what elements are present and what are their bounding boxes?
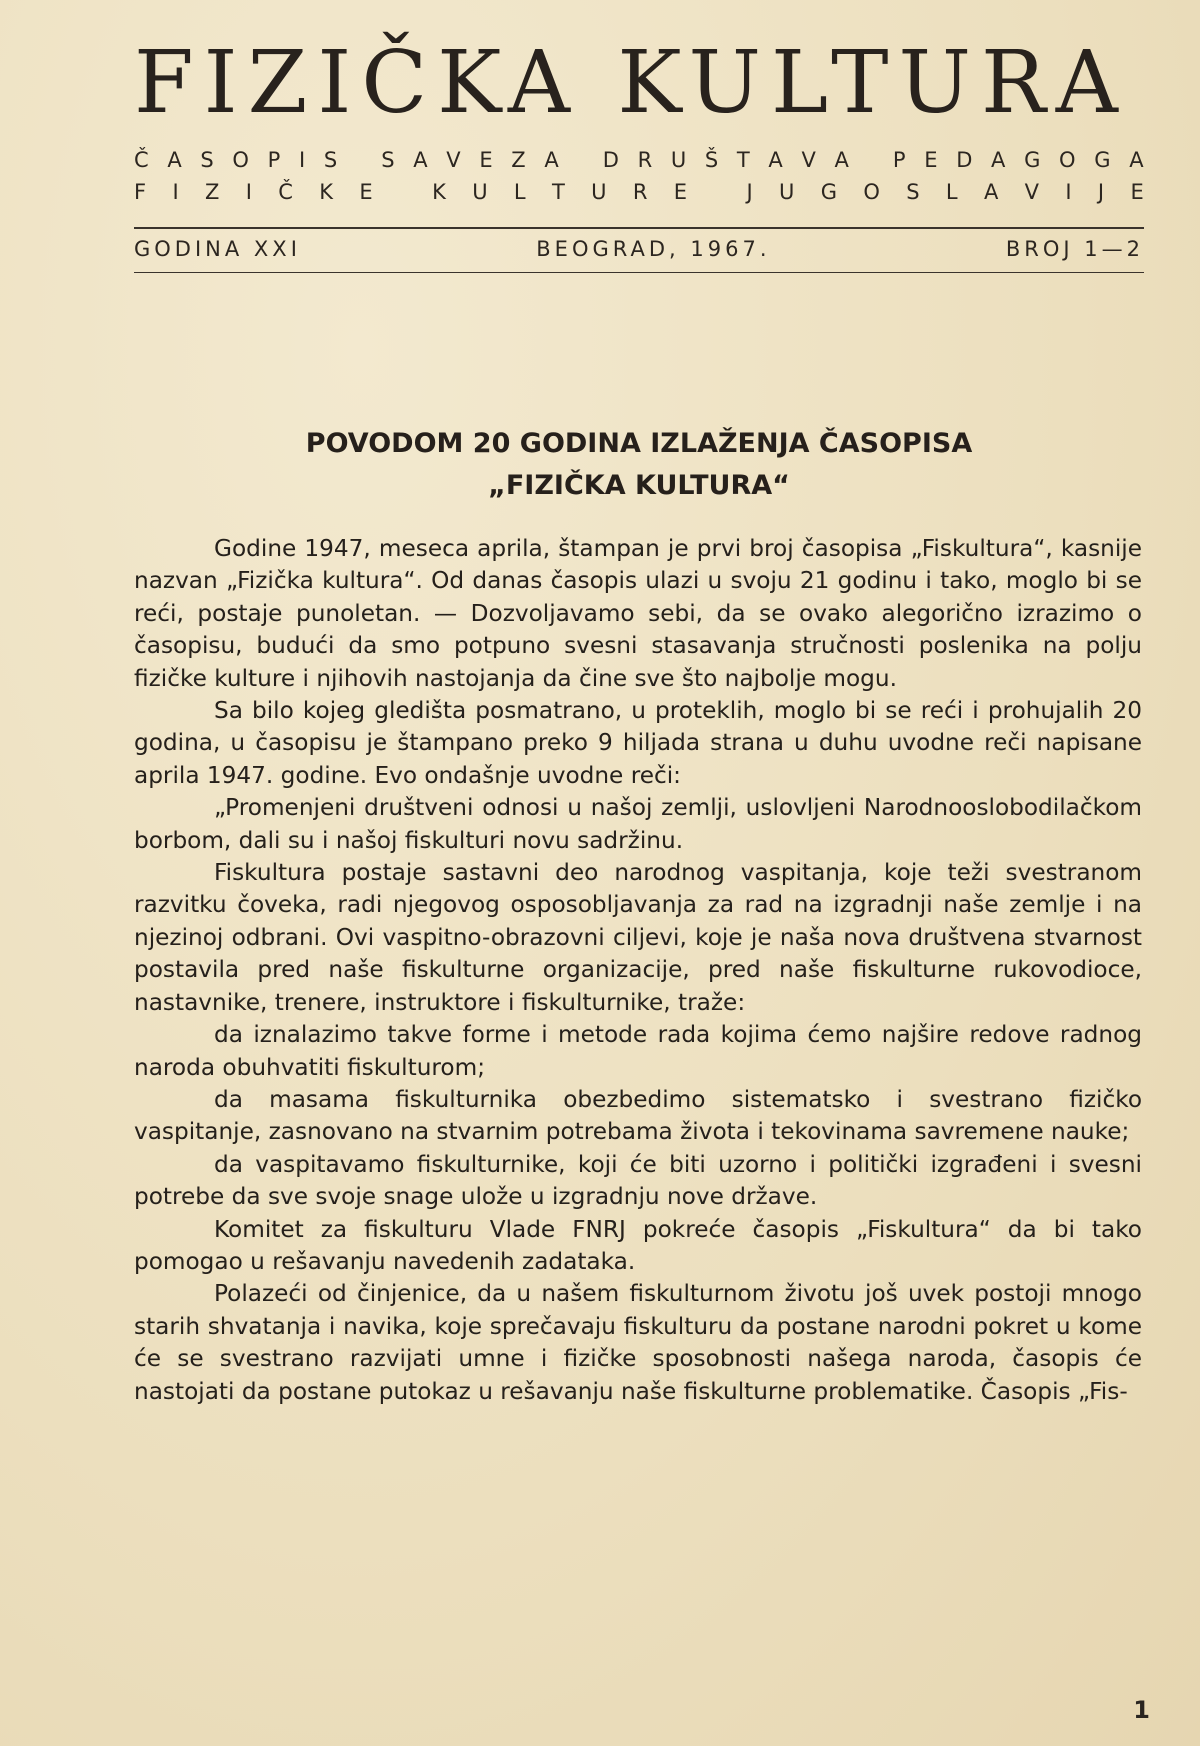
subtitle-letter: A (1129, 148, 1144, 172)
place-date: BEOGRAD, 1967. (536, 237, 771, 261)
page-number: 1 (1133, 1696, 1150, 1724)
subtitle-letter (356, 148, 363, 172)
subtitle-letter: U (472, 180, 488, 204)
subtitle-letter: R (632, 180, 648, 204)
paragraph: Komitet za fiskulturu Vlade FNRJ pokreće časopis „Fiskultura“ da bi tako pomogao u rešavanju navedenih zadataka. (134, 1215, 1142, 1275)
journal-title: FIZIČKA KULTURA (134, 33, 1128, 133)
subtitle-letter: T (551, 180, 565, 204)
subtitle-letter: U (591, 180, 607, 204)
subtitle-letter: P (892, 148, 906, 172)
subtitle-letter: T (736, 148, 750, 172)
subtitle-letter (577, 148, 584, 172)
paragraph: da masama fiskulturnika obezbedimo sistematsko i svestrano fizičko vaspitanje, zasnovano na stvarnim potrebama života i tekovinama savremene nauke; (134, 1085, 1142, 1146)
subtitle-letter: O (863, 180, 880, 204)
journal-subtitle-line1 (134, 148, 1144, 172)
subtitle-letter: V (801, 148, 816, 172)
subtitle-letter: F (134, 180, 147, 204)
paragraph: Polazeći od činjenice, da u našem fiskulturnom životu još uvek postoji mnogo starih shvatanja i navika, koje sprečavaju fiskulturu da postane narodni pokret u kome će se svestrano razvijati umne i fizičke sposobnosti našega naroda, časopis će nastojati da postane putokaz u rešavanju naše fiskulturne problematike. Časopis „Fis- (134, 1280, 1142, 1405)
subtitle-letter: J (746, 180, 753, 204)
subtitle-letter: A (768, 148, 783, 172)
subtitle-letter: L (945, 180, 958, 204)
paragraph: da iznalazimo takve forme i metode rada kojima ćemo najšire redove radnog naroda obuhvatiti fiskulturom; (134, 1021, 1142, 1081)
subtitle-letter: Z (204, 180, 220, 204)
subtitle-letter: U (778, 180, 795, 204)
subtitle-letter: O (232, 148, 249, 172)
subtitle-letter: P (267, 148, 281, 172)
header-rule-bottom (134, 272, 1144, 273)
paragraph: Godine 1947, meseca aprila, štampan je prvi broj časopisa „Fiskultura“, kasnije nazvan „Fizička kultura“. Od danas časopis ulazi u svoju 21 godinu i tako, moglo bi se reći, postaje punoletan. — Dozvoljavamo sebi, da se ovako alegorično izrazimo o časopisu, budući da smo potpuno svesni stasavanja stručnosti poslenika na polju fizičke kulture i njihovih nastojanja da čine sve što najbolje mogu. (134, 535, 1142, 692)
subtitle-letter: O (1059, 148, 1076, 172)
subtitle-letter: A (983, 180, 999, 204)
article-body (134, 533, 1142, 1408)
subtitle-letter: A (544, 148, 559, 172)
subtitle-letter: K (432, 180, 446, 204)
subtitle-letter: E (673, 180, 688, 204)
paragraph: „Promenjeni društveni odnosi u našoj zemlji, uslovljeni Narodnooslobodilačkom borbom, dali su i našoj fiskulturi novu sadržinu. (134, 794, 1142, 854)
subtitle-letter: A (167, 148, 182, 172)
issue-info (134, 237, 1144, 261)
subtitle-letter: D (956, 148, 973, 172)
paragraph: da vaspitavamo fiskulturnike, koji će biti uzorno i politički izgrađeni i svesni potrebe da sve svoje snage ulože u izgradnju nove države. (134, 1150, 1142, 1211)
issue-number: BROJ 1—2 (1005, 237, 1144, 261)
subtitle-letter: J (1097, 180, 1105, 204)
subtitle-letter: V (1024, 180, 1040, 204)
article-title-line1: POVODOM 20 GODINA IZLAŽENJA ČASOPISA (305, 428, 973, 459)
subtitle-letter: L (513, 180, 526, 204)
subtitle-letter: I (298, 148, 306, 172)
subtitle-letter (399, 180, 406, 204)
subtitle-letter: A (991, 148, 1006, 172)
journal-subtitle-line2 (134, 180, 1144, 204)
subtitle-letter: Z (511, 148, 526, 172)
subtitle-letter: I (172, 180, 179, 204)
subtitle-letter: K (319, 180, 334, 204)
subtitle-letter: A (413, 148, 428, 172)
subtitle-letter: S (381, 148, 395, 172)
volume-year: GODINA XXI (134, 237, 301, 261)
paragraph: Fiskultura postaje sastavni deo narodnog vaspitanja, koje teži svestranom razvitku čoveka, radi njegovog osposobljavanja za rad na izgradnji naše zemlje i na njezinoj odbrani. Ovi vaspitno-obrazovni ciljevi, koje je naša nova društvena stvarnost postavila pred naše fiskulturne organizacije, pred naše fiskulturne rukovodioce, nastavnike, trenere, instruktore i fiskulturnike, traže: (134, 859, 1142, 1016)
subtitle-letter: G (1094, 148, 1111, 172)
subtitle-letter: E (359, 180, 373, 204)
header-rule-top (134, 227, 1144, 229)
subtitle-letter (868, 148, 875, 172)
subtitle-letter: Č (134, 148, 149, 172)
subtitle-letter: E (479, 148, 493, 172)
subtitle-letter: E (924, 148, 938, 172)
subtitle-letter: E (1130, 180, 1144, 204)
subtitle-letter: G (1024, 148, 1041, 172)
subtitle-letter: S (906, 180, 920, 204)
subtitle-letter: S (323, 148, 338, 172)
article-title-line2: „FIZIČKA KULTURA“ (488, 470, 790, 501)
subtitle-letter: A (834, 148, 849, 172)
subtitle-letter: Š (704, 148, 719, 172)
subtitle-letter: D (602, 148, 619, 172)
paragraph: Sa bilo kojeg gledišta posmatrano, u proteklih, moglo bi se reći i prohujalih 20 godina, u časopisu je štampano preko 9 hiljada strana u duhu uvodne reči napisane aprila 1947. godine. Evo ondašnje uvodne reči: (134, 697, 1142, 789)
subtitle-letter: Č (278, 180, 293, 204)
subtitle-letter: R (637, 148, 653, 172)
subtitle-letter: U (670, 148, 687, 172)
subtitle-letter: S (200, 148, 214, 172)
subtitle-letter: I (245, 180, 252, 204)
subtitle-letter: I (1065, 180, 1072, 204)
subtitle-letter: G (820, 180, 837, 204)
subtitle-letter: V (446, 148, 461, 172)
subtitle-letter (713, 180, 720, 204)
